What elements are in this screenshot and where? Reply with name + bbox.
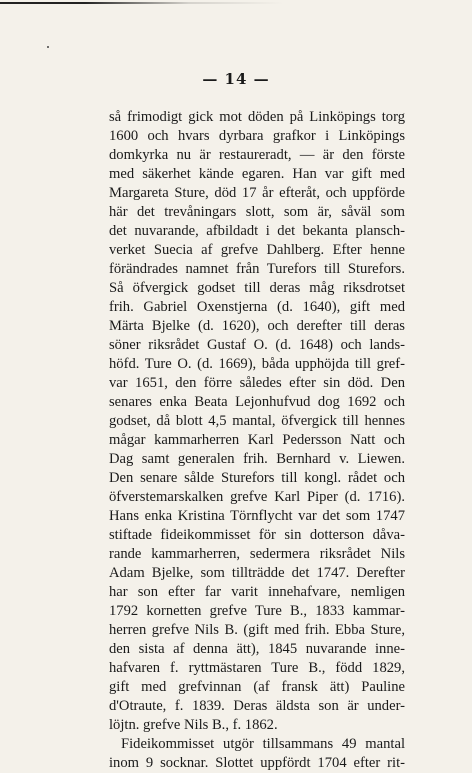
page-number: — 14 —: [202, 70, 270, 88]
text-line: har son efter far varit innehafvare, nemligen: [109, 584, 405, 600]
text-line: Märta Bjelke (d. 1620), och derefter till deras: [109, 318, 405, 334]
body-text: [109, 108, 405, 773]
text-line: söner riksrådet Gustaf O. (d. 1648) och lands-: [109, 337, 405, 353]
text-line: frih. Gabriel Oxenstjerna (d. 1640), gift med: [109, 299, 405, 315]
text-line: 1600 och hvars dyrbara grafkor i Linköpings: [109, 128, 405, 144]
text-line: mågar kammarherren Karl Pedersson Natt och: [109, 432, 405, 448]
text-line: Så öfvergick godset till deras måg riksdrotset: [109, 280, 405, 296]
text-line: 1792 kornetten grefve Ture B., 1833 kammar-: [109, 603, 405, 619]
text-line: Adam Bjelke, som tillträdde det 1747. Derefter: [109, 565, 405, 581]
text-line: verket Suecia af grefve Dahlberg. Efter henne: [109, 242, 405, 258]
text-line: Fideikommisset utgör tillsammans 49 mantal: [121, 736, 405, 752]
text-line: domkyrka nu är restaureradt, — är den förste: [109, 147, 405, 163]
text-line: godset, då blott 4,5 mantal, öfvergick till hennes: [109, 413, 405, 429]
top-edge-rule: [0, 2, 472, 4]
text-line: inom 9 socknar. Slottet uppfördt 1704 efter rit-: [109, 755, 405, 771]
text-line: så frimodigt gick mot döden på Linköpings torg: [109, 109, 405, 125]
paper-speck: [47, 46, 49, 48]
text-line: gift med grefvinnan (af fransk ätt) Pauline: [109, 679, 405, 695]
text-line: öfverstemarskalken grefve Karl Piper (d. 1716).: [109, 489, 405, 505]
text-line: senares enka Beata Lejonhufvud dog 1692 och: [109, 394, 405, 410]
text-line: det nuvarande, afbildadt i det bekanta plansch-: [109, 223, 405, 239]
text-line: d'Otraute, f. 1839. Deras äldsta son är under-: [109, 698, 405, 714]
text-line: Dag samt generalen frih. Bernhard v. Liewen.: [109, 451, 405, 467]
text-line: höfd. Ture O. (d. 1669), båda upphöjda till gref-: [109, 356, 405, 372]
text-line: med säkerhet kände egaren. Han var gift med: [109, 166, 405, 182]
text-line: här det trevåningars slott, som är, såväl som: [109, 204, 405, 220]
text-line: rande kammarherren, sedermera riksrådet Nils: [109, 546, 405, 562]
text-line: Den senare sålde Sturefors till kongl. rådet och: [109, 470, 405, 486]
text-line: Margareta Sture, död 17 år efteråt, och uppförde: [109, 185, 405, 201]
text-line: löjtn. grefve Nils B., f. 1862.: [109, 717, 278, 733]
text-line: Hans enka Kristina Törnflycht var det som 1747: [109, 508, 405, 524]
text-line: stiftade fideikommisset för sin dotterson dåva-: [109, 527, 405, 543]
text-line: förändrades namnet från Turefors till Sturefors.: [109, 261, 405, 277]
text-line: den sista af denna ätt), 1845 nuvarande inne-: [109, 641, 405, 657]
text-line: hafvaren f. ryttmästaren Ture B., född 1829,: [109, 660, 405, 676]
text-line: var 1651, den förre således efter sin död. Den: [109, 375, 405, 391]
text-line: herren grefve Nils B. (gift med frih. Ebba Sture,: [109, 622, 405, 638]
